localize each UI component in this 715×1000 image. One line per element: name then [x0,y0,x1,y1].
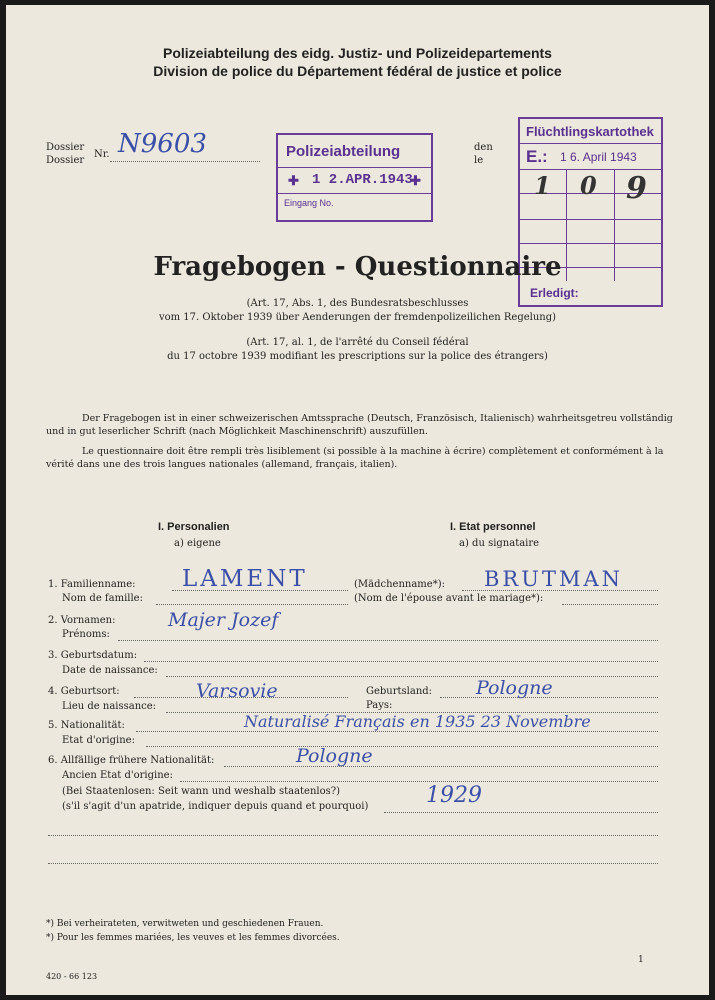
dossier-label-de: Dossier [46,142,85,153]
field5-value: Naturalisé Français en 1935 23 Novembre [244,712,591,731]
field6-line [224,766,658,767]
field2-value: Majer Jozef [168,609,279,631]
maiden-label-de: (Mädchenname*): [354,579,445,590]
blank-line-1 [48,835,658,836]
dossier-number: N9603 [118,129,207,159]
field5-fr-line [146,746,658,747]
section-left-sub: a) eigene [174,538,221,549]
kartothek-date: 1 6. April 1943 [560,150,637,164]
field4-value: Varsovie [196,680,278,702]
form-code: 420 - 66 123 [46,972,98,981]
country-label-fr: Pays: [366,700,393,711]
legal-fr-line2: du 17 octobre 1939 modifiant les prescriptions sur la police des étrangers) [167,351,548,362]
footnote-fr: *) Pour les femmes mariées, les veuves et les femmes divorcées. [46,933,340,943]
kartothek-mark-1: 1 [534,171,551,200]
section-left-title: I. Personalien [158,521,230,533]
stateless-line [384,812,658,813]
field2-label-de: 2. Vornamen: [48,615,116,626]
field5-label-de: 5. Nationalität: [48,720,125,731]
field4-line [134,697,348,698]
stateless-label-de: (Bei Staatenlosen: Seit wann und weshalb staatenlos?) [62,786,341,797]
den-label: den [474,142,493,153]
field6-label-fr: Ancien Etat d'origine: [62,770,173,781]
field3-fr-line [166,676,658,677]
instructions-de: Der Fragebogen ist in einer schweizerischen Amtssprache (Deutsch, Französisch, Italienisch) wahrheitsgetreu vollständig und in gut leserlicher Schrift (nach Möglichkeit Maschinenschrift) auszufüllen. [46,413,673,437]
police-stamp-date: 1 2.APR.1943 [312,172,413,188]
page-number: 1 [638,955,644,965]
stateless-label-fr: (s'il s'agit d'un apatride, indiquer depuis quand et pourquoi) [62,801,369,812]
maiden-label-fr: (Nom de l'épouse avant le mariage*): [354,593,544,604]
section-right-sub: a) du signataire [459,538,540,549]
instructions-fr: Le questionnaire doit être rempli très lisiblement (si possible à la machine à écrire) complètement et conformément à la vérité dans une des trois langues nationales (allemand, français, italien). [46,446,664,470]
header-line-fr: Division de police du Département fédéral de justice et police [153,63,562,79]
maiden-fr-line [562,604,658,605]
dossier-number-line [110,161,260,162]
country-value: Pologne [476,677,553,699]
form-title: Fragebogen - Questionnaire [153,252,562,282]
police-stamp-title: Polizeiabteilung [286,143,401,160]
form-page [6,5,709,995]
kartothek-stamp-title: Flüchtlingskartothek [526,124,654,139]
dossier-label-fr: Dossier [46,155,85,166]
field3-line [144,661,658,662]
field6-fr-line [180,781,658,782]
field1-fr-line [156,604,348,605]
police-stamp-eingang: Eingang No. [284,198,334,208]
field6-label-de: 6. Allfällige frühere Nationalität: [48,755,215,766]
legal-fr-line1: (Art. 17, al. 1, de l'arrêté du Conseil fédéral [246,337,469,348]
field3-label-fr: Date de naissance: [62,665,158,676]
police-stamp-cross-right: ✚ [410,173,421,188]
country-line [440,697,658,698]
maiden-value: BRUTMAN [484,567,623,591]
field6-value: Pologne [296,745,373,767]
legal-de-line2: vom 17. Oktober 1939 über Aenderungen der fremdenpolizeilichen Regelung) [158,312,557,323]
stateless-value: 1929 [426,783,482,808]
field5-line [136,731,658,732]
legal-de-line1: (Art. 17, Abs. 1, des Bundesratsbeschlusses [246,298,469,309]
le-label: le [474,155,484,166]
field3-label-de: 3. Geburtsdatum: [48,650,138,661]
dossier-nr-label: Nr. [94,149,110,160]
country-label-de: Geburtsland: [366,686,433,697]
header-line-de: Polizeiabteilung des eidg. Justiz- und Polizeidepartements [163,45,552,61]
police-stamp [276,133,433,222]
field1-label-de: 1. Familienname: [48,579,136,590]
field2-label-fr: Prénoms: [62,629,110,640]
field1-label-fr: Nom de famille: [62,593,143,604]
field5-label-fr: Etat d'origine: [62,735,135,746]
field4-label-de: 4. Geburtsort: [48,686,120,697]
field1-value: LAMENT [182,566,308,592]
footnote-de: *) Bei verheirateten, verwitweten und geschiedenen Frauen. [46,919,324,929]
kartothek-erledigt: Erledigt: [530,286,579,300]
field4-label-fr: Lieu de naissance: [62,701,157,712]
kartothek-mark-2: 0 [580,171,597,200]
section-right-title: I. Etat personnel [450,521,536,533]
kartothek-mark-3: 9 [626,171,647,206]
field2-line [118,640,658,641]
blank-line-2 [48,863,658,864]
kartothek-e-label: E.: [526,147,548,166]
police-stamp-cross-left: ✚ [288,173,299,188]
